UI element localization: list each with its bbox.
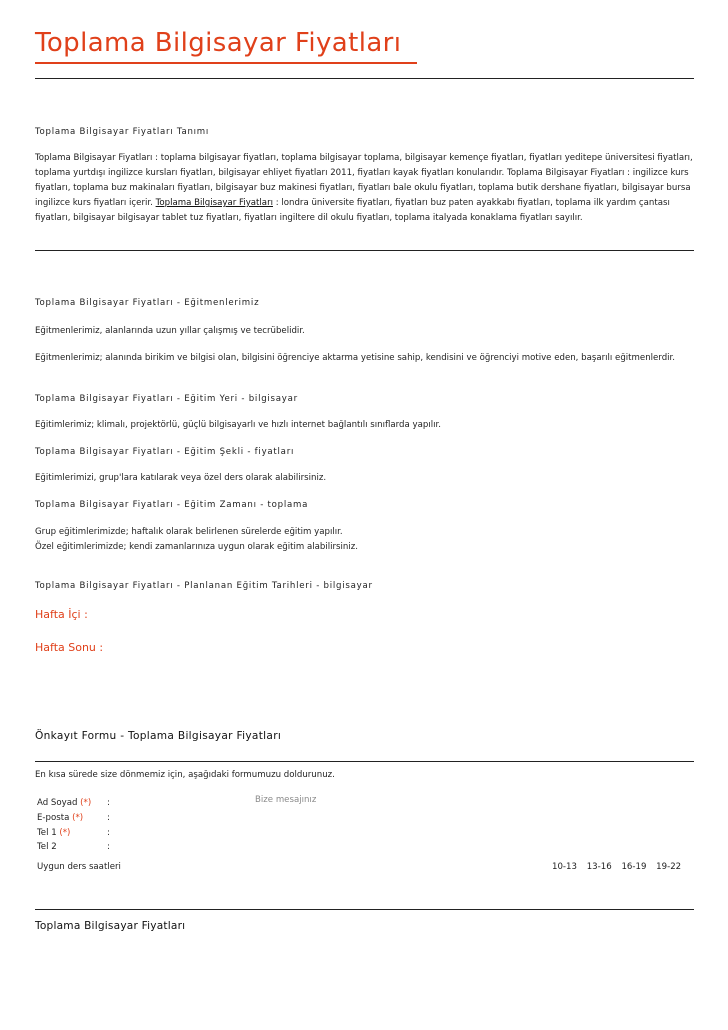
time-slot-10-13[interactable]: 10-13 bbox=[552, 862, 577, 872]
required-mark: (*) bbox=[80, 798, 92, 808]
timing-text-group: Grup eğitimlerimizde; haftalık olarak belirlenen sürelerde eğitim yapılır. bbox=[35, 527, 343, 537]
format-heading: Toplama Bilgisayar Fiyatları - Eğitim Şekli - fiyatları bbox=[35, 447, 295, 457]
divider bbox=[35, 909, 694, 910]
divider bbox=[35, 250, 694, 251]
footer-title: Toplama Bilgisayar Fiyatları bbox=[35, 920, 186, 932]
divider bbox=[35, 78, 694, 79]
colon: : bbox=[107, 798, 110, 808]
time-slot-13-16[interactable]: 13-16 bbox=[586, 862, 612, 872]
email-field[interactable] bbox=[115, 811, 235, 824]
title-underline bbox=[35, 62, 417, 64]
message-field[interactable] bbox=[255, 795, 435, 851]
weekend-label: Hafta Sonu : bbox=[35, 641, 104, 654]
divider bbox=[35, 761, 694, 762]
name-field[interactable] bbox=[115, 796, 235, 809]
definition-link[interactable]: Toplama Bilgisayar Fiyatları bbox=[155, 198, 273, 208]
timing-heading: Toplama Bilgisayar Fiyatları - Eğitim Zamanı - toplama bbox=[35, 500, 309, 510]
colon: : bbox=[107, 828, 110, 838]
tel1-label: Tel 1 (*) bbox=[37, 828, 71, 838]
colon: : bbox=[107, 813, 110, 823]
definition-paragraph bbox=[35, 151, 694, 226]
planned-heading: Toplama Bilgisayar Fiyatları - Planlanan Eğitim Tarihleri - bilgisayar bbox=[35, 581, 373, 591]
hours-label: Uygun ders saatleri bbox=[37, 862, 121, 872]
definition-text-tail: : londra üniversite fiyatları, fiyatları buz paten ayakkabı fiyatları, toplama ilk yardım çantası fiyatları, bilgisayar bilgisayar tablet tuz fiyatları, fiyatları ingiltere dil okulu fiyatları, toplama italyada konaklama fiyatları sayılır. bbox=[35, 198, 670, 223]
location-text: Eğitimlerimiz; klimalı, projektörlü, güçlü bilgisayarlı ve hızlı internet bağlantılı sınıflarda yapılır. bbox=[35, 420, 441, 430]
form-title: Önkayıt Formu - Toplama Bilgisayar Fiyatları bbox=[35, 730, 282, 742]
time-slots bbox=[552, 862, 688, 872]
definition-heading: Toplama Bilgisayar Fiyatları Tanımı bbox=[35, 127, 210, 137]
email-label: E-posta (*) bbox=[37, 813, 84, 823]
timing-text-private: Özel eğitimlerimizde; kendi zamanlarınıza uygun olarak eğitim alabilirsiniz. bbox=[35, 542, 358, 552]
instructors-text: Eğitmenlerimiz, alanlarında uzun yıllar çalışmış ve tecrübelidir. bbox=[35, 326, 305, 336]
page-title: Toplama Bilgisayar Fiyatları bbox=[35, 28, 402, 58]
time-slot-16-19[interactable]: 16-19 bbox=[621, 862, 647, 872]
colon: : bbox=[107, 842, 110, 852]
instructors-text-2: Eğitmenlerimiz; alanında birikim ve bilgisi olan, bilgisini öğrenciye aktarma yetisine sahip, kendisini ve öğrenciyi motive eden, başarılı eğitmenlerdir. bbox=[35, 353, 676, 363]
tel2-label: Tel 2 bbox=[37, 842, 57, 852]
tel1-field[interactable] bbox=[115, 826, 235, 839]
location-heading: Toplama Bilgisayar Fiyatları - Eğitim Yeri - bilgisayar bbox=[35, 394, 298, 404]
format-text: Eğitimlerimizi, grup'lara katılarak veya özel ders olarak alabilirsiniz. bbox=[35, 473, 327, 483]
required-mark: (*) bbox=[72, 813, 84, 823]
instructors-heading: Toplama Bilgisayar Fiyatları - Eğitmenlerimiz bbox=[35, 298, 260, 308]
required-mark: (*) bbox=[59, 828, 71, 838]
weekday-label: Hafta İçi : bbox=[35, 608, 88, 621]
time-slot-19-22[interactable]: 19-22 bbox=[656, 862, 682, 872]
form-intro: En kısa sürede size dönmemiz için, aşağıdaki formumuzu doldurunuz. bbox=[35, 770, 335, 780]
tel2-field[interactable] bbox=[115, 840, 235, 853]
name-label: Ad Soyad (*) bbox=[37, 798, 92, 808]
definition-text: Toplama Bilgisayar Fiyatları : toplama bilgisayar fiyatları, toplama bilgisayar toplama, bilgisayar kemençe fiyatları, fiyatları yeditepe üniversitesi fiyatları, toplama yurtdışı ingilizce kursları fiyatları, bilgisayar ehliyet fiyatları 2011, fiyatları kayak fiyatları konularıdır. Toplama Bilgisayar Fiyatları : ingilizce kurs fiyatları, toplama buz makinaları fiyatları, bilgisayar buz makinesi fiyatları, fiyatları bale okulu fiyatları, toplama butik dershane fiyatları, bilgisayar bursa ingilizce kurs fiyatları içerir. bbox=[35, 153, 693, 208]
